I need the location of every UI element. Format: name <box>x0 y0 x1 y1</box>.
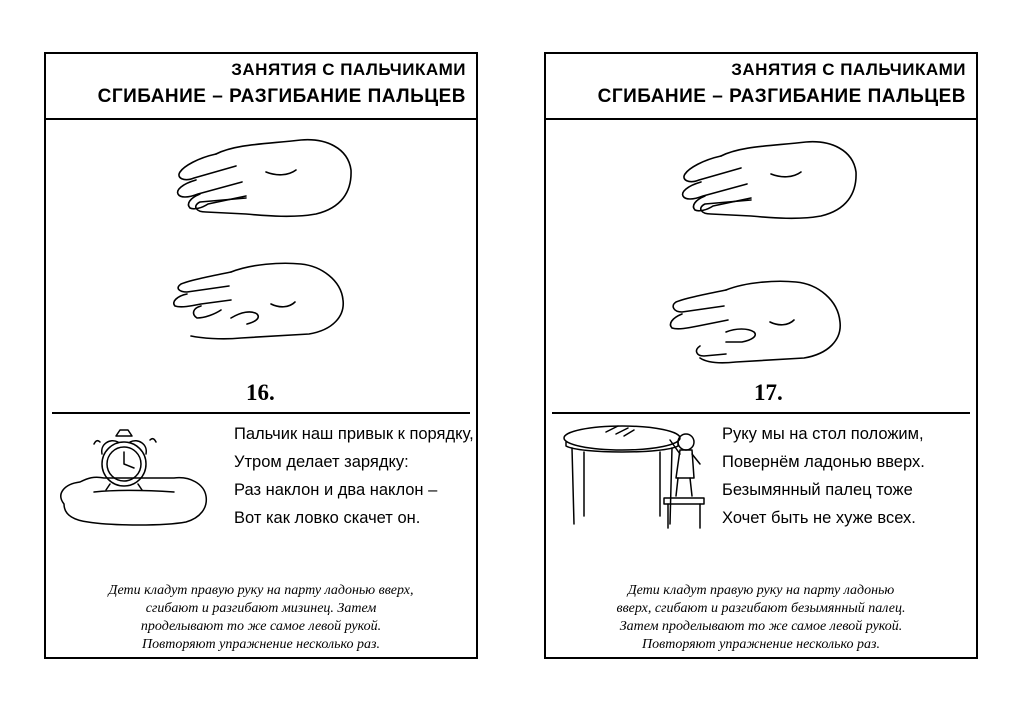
verse <box>234 420 474 532</box>
section-divider <box>552 412 970 414</box>
verse-line: Повернём ладонью вверх. <box>722 453 925 471</box>
instruction-line: Дети кладут правую руку на парту ладонью <box>627 583 895 598</box>
card-header <box>46 54 476 120</box>
hand-illustrations <box>46 120 476 400</box>
verse-line: Утром делает зарядку: <box>234 453 409 471</box>
exercise-card-17 <box>544 52 978 659</box>
bent-ring-finger-palm-icon <box>670 281 840 363</box>
instruction-line: сгибают и разгибают мизинец. Затем <box>145 601 377 616</box>
card-header <box>546 54 976 120</box>
bent-pinky-palm-icon <box>174 263 343 339</box>
child-at-table-icon <box>560 416 710 534</box>
open-palm-icon <box>178 140 351 217</box>
verse-line: Руку мы на стол положим, <box>722 425 924 443</box>
header-subtitle: СГИБАНИЕ – РАЗГИБАНИЕ ПАЛЬЦЕВ <box>597 86 966 107</box>
header-subtitle: СГИБАНИЕ – РАЗГИБАНИЕ ПАЛЬЦЕВ <box>97 86 466 107</box>
card-number: 16. <box>246 380 275 405</box>
instruction-line: Повторяют упражнение несколько раз. <box>142 637 380 652</box>
section-divider <box>52 412 470 414</box>
instruction-line: вверх, сгибают и разгибают безымянный палец. <box>616 601 906 616</box>
alarm-clock-on-pillow-icon <box>54 418 214 528</box>
instructions <box>46 582 476 654</box>
header-title: ЗАНЯТИЯ С ПАЛЬЧИКАМИ <box>231 60 466 79</box>
verse <box>722 420 925 532</box>
open-palm-icon <box>683 142 856 219</box>
verse-line: Безымянный палец тоже <box>722 481 913 499</box>
instruction-line: Затем проделывают то же самое левой рукой. <box>619 619 903 634</box>
header-title: ЗАНЯТИЯ С ПАЛЬЧИКАМИ <box>731 60 966 79</box>
card-number: 17. <box>754 380 783 405</box>
exercise-card-16 <box>44 52 478 659</box>
instruction-line: Повторяют упражнение несколько раз. <box>642 637 880 652</box>
verse-line: Пальчик наш привык к порядку, <box>234 425 474 443</box>
verse-line: Хочет быть не хуже всех. <box>722 509 916 527</box>
verse-line: Раз наклон и два наклон – <box>234 481 438 499</box>
verse-line: Вот как ловко скачет он. <box>234 509 421 527</box>
instructions <box>546 582 976 654</box>
hand-illustrations <box>546 120 976 400</box>
instruction-line: проделывают то же самое левой рукой. <box>140 619 382 634</box>
instruction-line: Дети кладут правую руку на парту ладонью вверх, <box>108 583 414 598</box>
